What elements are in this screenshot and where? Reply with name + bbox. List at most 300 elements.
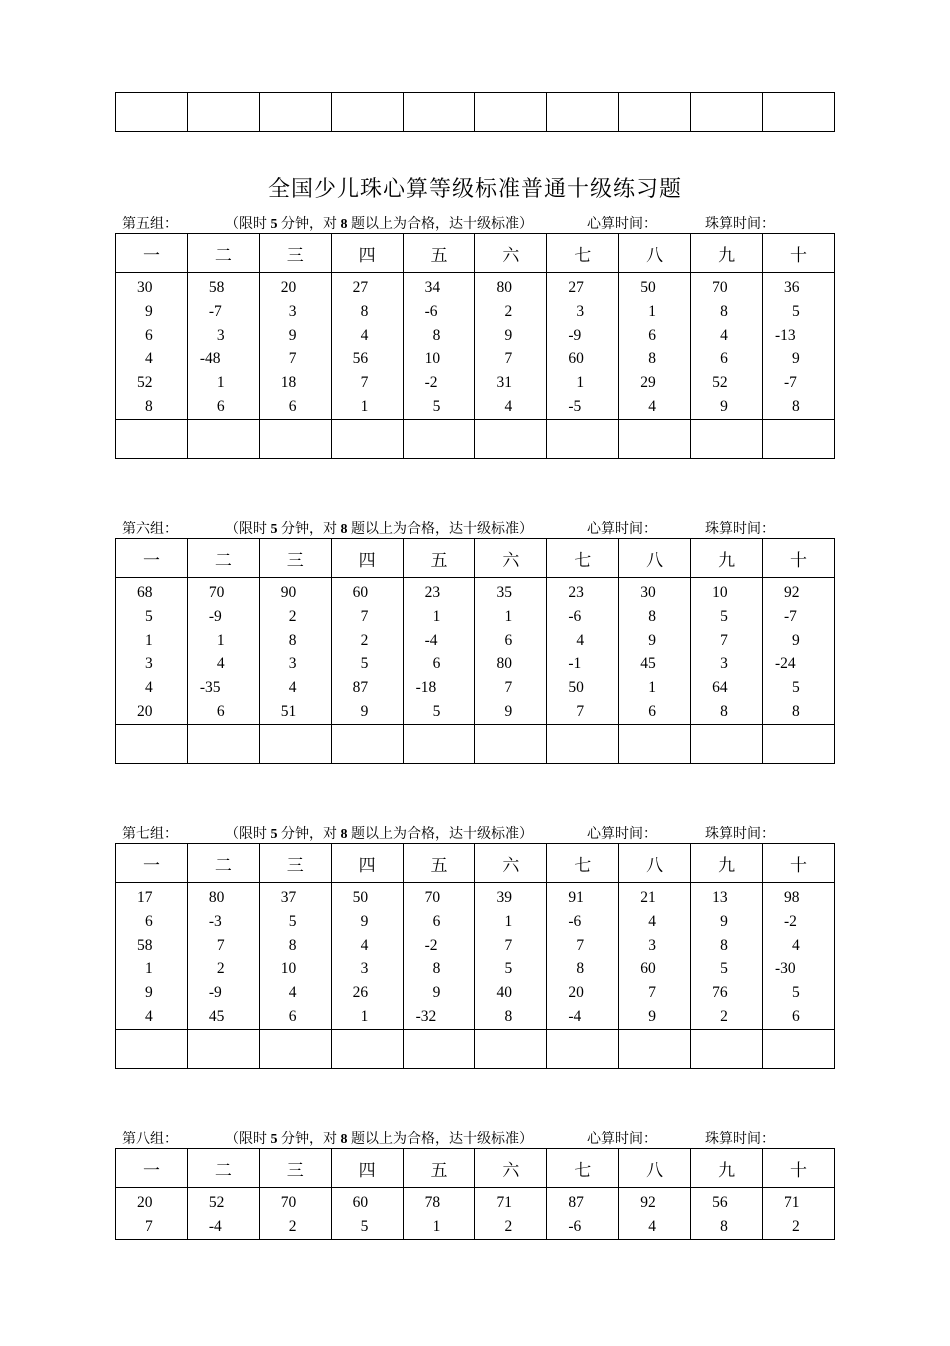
- abacus-time-label: 珠算时间：: [705, 1132, 775, 1147]
- answer-cell[interactable]: [331, 724, 403, 763]
- problem-number: 3: [288, 302, 297, 320]
- answer-cell[interactable]: [475, 419, 547, 458]
- number-list: [547, 578, 618, 724]
- problem-number: 30: [640, 584, 656, 601]
- problem-number: 50: [640, 279, 656, 296]
- problem-number: -5: [568, 397, 582, 415]
- problem-number: 3: [288, 655, 297, 673]
- column-header: 七: [547, 234, 619, 273]
- problem-number: -6: [568, 607, 582, 625]
- problem-number: -7: [784, 607, 797, 625]
- answer-cell[interactable]: [259, 1029, 331, 1068]
- problem-column: [331, 883, 403, 1030]
- problem-number: 27: [568, 279, 584, 296]
- problem-number: 5: [792, 984, 800, 1002]
- answer-cell[interactable]: [619, 93, 691, 132]
- problem-number: 39: [496, 889, 512, 906]
- answer-cell[interactable]: [259, 93, 331, 132]
- problem-number: 10: [424, 350, 441, 368]
- column-header: 十: [763, 234, 835, 273]
- problem-number: 3: [648, 936, 656, 954]
- problem-number: 8: [432, 960, 441, 978]
- problem-number: 80: [208, 889, 225, 906]
- problem-number: 1: [145, 960, 153, 978]
- problem-number: 40: [496, 984, 512, 1002]
- number-list: [763, 1188, 834, 1239]
- problem-number: -32: [415, 1007, 437, 1025]
- problem-number: 45: [640, 655, 656, 673]
- problem-number: 87: [352, 679, 369, 697]
- problem-number: 8: [720, 936, 728, 954]
- column-header-row: [116, 844, 835, 883]
- number-list: [404, 578, 475, 724]
- problem-number: 2: [720, 1007, 728, 1025]
- column-header-row: [116, 1149, 835, 1188]
- answer-cell[interactable]: [475, 93, 547, 132]
- problem-number: 58: [137, 936, 153, 954]
- number-list: [763, 273, 834, 419]
- problem-number: 23: [424, 584, 441, 601]
- problem-number: 1: [360, 397, 369, 415]
- exercise-table: [115, 843, 835, 1069]
- problem-number: 7: [720, 631, 728, 649]
- answer-cell[interactable]: [116, 93, 188, 132]
- abacus-time-label: 珠算时间：: [705, 827, 775, 842]
- number-list: [188, 273, 259, 419]
- problem-number: -24: [775, 655, 796, 673]
- answer-cell[interactable]: [619, 724, 691, 763]
- problem-number: 6: [792, 1007, 800, 1025]
- number-list: [332, 883, 403, 1029]
- column-header-row: [116, 234, 835, 273]
- problem-column: [331, 273, 403, 420]
- problem-number: 70: [208, 584, 225, 601]
- problem-number: 68: [137, 584, 153, 601]
- rule-minutes: 5: [270, 522, 278, 537]
- problem-column: [403, 273, 475, 420]
- problem-column: [259, 1188, 331, 1240]
- answer-cell[interactable]: [547, 93, 619, 132]
- answer-cell[interactable]: [331, 93, 403, 132]
- problem-number: 9: [145, 984, 153, 1002]
- rule-count: 8: [340, 217, 348, 232]
- column-header: 六: [475, 844, 547, 883]
- rule-middle: 分钟，对: [277, 1132, 341, 1147]
- problem-number: 5: [720, 607, 728, 625]
- problem-number: 80: [496, 279, 512, 296]
- number-list: [619, 273, 690, 419]
- problem-number: 70: [712, 279, 728, 296]
- problem-number: 9: [648, 1007, 656, 1025]
- column-header: 十: [763, 1149, 835, 1188]
- number-list: [260, 1188, 331, 1239]
- problem-column: [475, 578, 547, 725]
- number-list: [475, 1188, 546, 1239]
- problem-number: 1: [360, 1007, 369, 1025]
- problem-row: [116, 273, 835, 420]
- answer-cell[interactable]: [547, 724, 619, 763]
- rule-minutes: 5: [270, 1132, 278, 1147]
- problem-number: 90: [280, 584, 297, 601]
- problem-number: 6: [504, 631, 513, 649]
- problem-column: [187, 883, 259, 1030]
- problem-number: 4: [504, 397, 513, 415]
- problem-number: 4: [288, 679, 297, 697]
- problem-number: 4: [648, 912, 656, 930]
- problem-number: 17: [137, 889, 153, 906]
- problem-column: [403, 1188, 475, 1240]
- answer-cell[interactable]: [475, 724, 547, 763]
- problem-number: 4: [145, 679, 153, 697]
- problem-number: 7: [576, 936, 585, 954]
- problem-number: 20: [137, 702, 153, 720]
- problem-column: [187, 578, 259, 725]
- column-header: 五: [403, 234, 475, 273]
- problem-number: 45: [208, 1007, 225, 1025]
- problem-number: 51: [280, 702, 297, 720]
- problem-number: 1: [145, 631, 153, 649]
- column-header: 九: [691, 844, 763, 883]
- column-header: 九: [691, 1149, 763, 1188]
- column-header: 三: [259, 234, 331, 273]
- problem-number: 9: [360, 702, 369, 720]
- problem-number: 35: [496, 584, 512, 601]
- problem-number: 2: [792, 1217, 800, 1235]
- problem-number: 58: [208, 279, 225, 296]
- problem-number: 8: [360, 302, 369, 320]
- column-header: 七: [547, 539, 619, 578]
- problem-number: 60: [352, 1194, 369, 1211]
- problem-row: [116, 578, 835, 725]
- number-list: [116, 1188, 187, 1239]
- column-header: 十: [763, 539, 835, 578]
- problem-number: 76: [712, 984, 728, 1002]
- problem-number: 5: [504, 960, 513, 978]
- number-list: [404, 1188, 475, 1239]
- column-header: 三: [259, 844, 331, 883]
- rule-count: 8: [340, 1132, 348, 1147]
- problem-number: 6: [432, 655, 441, 673]
- problem-number: -4: [208, 1217, 222, 1235]
- problem-number: 2: [288, 1217, 297, 1235]
- problem-number: -3: [208, 912, 222, 930]
- number-list: [691, 578, 762, 724]
- column-header: 二: [187, 234, 259, 273]
- problem-column: [619, 1188, 691, 1240]
- column-header: 七: [547, 844, 619, 883]
- group-name: 第五组：: [122, 217, 178, 232]
- problem-column: [547, 1188, 619, 1240]
- problem-column: [475, 273, 547, 420]
- problem-number: 50: [568, 679, 584, 697]
- problem-number: -1: [568, 655, 582, 673]
- number-list: [547, 273, 618, 419]
- problem-column: [259, 883, 331, 1030]
- problem-row: [116, 1188, 835, 1240]
- problem-number: 1: [648, 679, 656, 697]
- rule-minutes: 5: [270, 827, 278, 842]
- abacus-time-label: 珠算时间：: [705, 522, 775, 537]
- problem-number: 8: [720, 702, 728, 720]
- problem-column: [763, 883, 835, 1030]
- problem-number: 7: [504, 679, 513, 697]
- problem-number: 8: [648, 350, 656, 368]
- time-limit-rule: [225, 823, 533, 843]
- problem-number: 52: [712, 374, 728, 392]
- answer-cell[interactable]: [691, 93, 763, 132]
- number-list: [619, 883, 690, 1029]
- mental-time-label: 心算时间：: [587, 827, 657, 842]
- answer-cell[interactable]: [403, 724, 475, 763]
- rule-minutes: 5: [270, 217, 278, 232]
- problem-number: -13: [775, 326, 796, 344]
- number-list: [188, 883, 259, 1029]
- number-list: [260, 883, 331, 1029]
- column-header: 七: [547, 1149, 619, 1188]
- column-header: 八: [619, 539, 691, 578]
- problem-number: 6: [720, 350, 728, 368]
- problem-number: 7: [216, 936, 225, 954]
- problem-number: -35: [199, 679, 221, 697]
- column-header: 八: [619, 844, 691, 883]
- problem-number: 29: [640, 374, 656, 392]
- problem-number: 1: [216, 631, 225, 649]
- problem-number: 34: [424, 279, 441, 296]
- problem-number: 3: [720, 655, 728, 673]
- problem-number: -48: [199, 350, 221, 368]
- number-list: [763, 578, 834, 724]
- problem-number: 7: [504, 936, 513, 954]
- problem-number: 8: [288, 936, 297, 954]
- problem-number: 56: [712, 1194, 728, 1211]
- problem-column: [619, 578, 691, 725]
- answer-cell[interactable]: [763, 93, 835, 132]
- number-list: [404, 273, 475, 419]
- problem-column: [116, 273, 188, 420]
- problem-number: 9: [288, 326, 297, 344]
- problem-number: 1: [432, 1217, 441, 1235]
- problem-number: 8: [792, 702, 800, 720]
- problem-number: 3: [145, 655, 153, 673]
- column-header: 五: [403, 1149, 475, 1188]
- column-header: 九: [691, 539, 763, 578]
- problem-number: -6: [568, 912, 582, 930]
- problem-number: 6: [648, 326, 656, 344]
- problem-number: 87: [568, 1194, 584, 1211]
- problem-number: 7: [145, 1217, 153, 1235]
- answer-cell[interactable]: [187, 419, 259, 458]
- problem-number: -6: [568, 1217, 582, 1235]
- number-list: [188, 578, 259, 724]
- problem-column: [331, 1188, 403, 1240]
- answer-cell[interactable]: [187, 93, 259, 132]
- column-header: 三: [259, 539, 331, 578]
- problem-number: 3: [216, 326, 225, 344]
- group-name: 第六组：: [122, 522, 178, 537]
- problem-number: 8: [288, 631, 297, 649]
- answer-cell[interactable]: [403, 93, 475, 132]
- number-list: [116, 273, 187, 419]
- answer-cell[interactable]: [763, 419, 835, 458]
- problem-number: -2: [784, 912, 797, 930]
- number-list: [116, 883, 187, 1029]
- problem-number: 20: [280, 279, 297, 296]
- problem-column: [547, 578, 619, 725]
- number-list: [691, 273, 762, 419]
- problem-number: 10: [280, 960, 297, 978]
- answer-cell[interactable]: [763, 724, 835, 763]
- problem-number: 60: [640, 960, 656, 978]
- problem-column: [403, 578, 475, 725]
- problem-column: [763, 1188, 835, 1240]
- rule-prefix: （限时: [225, 1132, 271, 1147]
- problem-number: 9: [720, 397, 728, 415]
- problem-column: [475, 1188, 547, 1240]
- answer-cell[interactable]: [331, 419, 403, 458]
- problem-number: 6: [288, 397, 297, 415]
- problem-number: 20: [137, 1194, 153, 1211]
- problem-number: 52: [137, 374, 153, 392]
- problem-number: -18: [415, 679, 437, 697]
- answer-cell[interactable]: [116, 724, 188, 763]
- problem-column: [691, 273, 763, 420]
- answer-cell[interactable]: [691, 419, 763, 458]
- number-list: [547, 883, 618, 1029]
- problem-number: 1: [648, 302, 656, 320]
- number-list: [475, 578, 546, 724]
- answer-cell[interactable]: [116, 1029, 188, 1068]
- problem-column: [547, 883, 619, 1030]
- problem-number: 1: [504, 607, 513, 625]
- problem-number: 92: [640, 1194, 656, 1211]
- mental-time-label: 心算时间：: [587, 522, 657, 537]
- mental-time-label: 心算时间：: [587, 1132, 657, 1147]
- answer-cell[interactable]: [259, 724, 331, 763]
- problem-number: 78: [424, 1194, 441, 1211]
- number-list: [619, 578, 690, 724]
- column-header: 一: [116, 844, 188, 883]
- answer-cell[interactable]: [187, 724, 259, 763]
- answer-cell[interactable]: [475, 1029, 547, 1068]
- column-header: 三: [259, 1149, 331, 1188]
- answer-cell[interactable]: [763, 1029, 835, 1068]
- problem-number: 5: [360, 655, 369, 673]
- column-header: 八: [619, 1149, 691, 1188]
- column-header: 四: [331, 1149, 403, 1188]
- problem-column: [116, 883, 188, 1030]
- problem-number: 5: [145, 607, 153, 625]
- answer-cell[interactable]: [619, 1029, 691, 1068]
- problem-number: 60: [352, 584, 369, 601]
- problem-number: -30: [775, 960, 796, 978]
- problem-number: 1: [576, 374, 585, 392]
- problem-number: 52: [208, 1194, 225, 1211]
- problem-number: 7: [360, 607, 369, 625]
- number-list: [691, 1188, 762, 1239]
- number-list: [260, 578, 331, 724]
- number-list: [332, 273, 403, 419]
- problem-number: 9: [792, 631, 800, 649]
- problem-column: [763, 273, 835, 420]
- problem-column: [475, 883, 547, 1030]
- answer-cell[interactable]: [187, 1029, 259, 1068]
- number-list: [547, 1188, 618, 1239]
- column-header: 二: [187, 1149, 259, 1188]
- problem-number: 5: [432, 397, 441, 415]
- problem-number: 2: [360, 631, 369, 649]
- problem-number: 3: [576, 302, 585, 320]
- column-header: 五: [403, 539, 475, 578]
- problem-number: 10: [712, 584, 728, 601]
- problem-number: 71: [784, 1194, 800, 1211]
- problem-number: 4: [576, 631, 585, 649]
- problem-number: 9: [504, 702, 513, 720]
- problem-column: [259, 578, 331, 725]
- problem-number: 7: [576, 702, 585, 720]
- problem-number: 9: [648, 631, 656, 649]
- answer-cell[interactable]: [259, 419, 331, 458]
- problem-column: [691, 883, 763, 1030]
- problem-number: 6: [145, 326, 153, 344]
- rule-prefix: （限时: [225, 827, 271, 842]
- problem-number: 7: [360, 374, 369, 392]
- problem-number: 4: [720, 326, 728, 344]
- problem-number: 9: [360, 912, 369, 930]
- problem-column: [116, 578, 188, 725]
- problem-number: 71: [496, 1194, 512, 1211]
- problem-number: 1: [504, 912, 513, 930]
- column-header: 五: [403, 844, 475, 883]
- mental-time-label: 心算时间：: [587, 217, 657, 232]
- answer-cell[interactable]: [116, 419, 188, 458]
- column-header: 四: [331, 844, 403, 883]
- answer-cell[interactable]: [403, 419, 475, 458]
- problem-number: 8: [648, 607, 656, 625]
- exercise-table: [115, 1148, 835, 1240]
- problem-number: -9: [568, 326, 582, 344]
- answer-cell[interactable]: [331, 1029, 403, 1068]
- problem-number: 5: [288, 912, 297, 930]
- problem-number: -4: [424, 631, 438, 649]
- problem-number: 2: [504, 302, 513, 320]
- problem-number: 27: [352, 279, 369, 296]
- problem-number: 31: [496, 374, 512, 392]
- column-header: 六: [475, 1149, 547, 1188]
- problem-number: 13: [712, 889, 728, 906]
- column-header: 四: [331, 234, 403, 273]
- problem-number: 91: [568, 889, 584, 906]
- time-limit-rule: [225, 213, 533, 233]
- answer-row: [116, 419, 835, 458]
- answer-cell[interactable]: [403, 1029, 475, 1068]
- answer-cell[interactable]: [691, 724, 763, 763]
- rule-suffix: 题以上为合格，达十级标准）: [347, 827, 533, 842]
- problem-number: -6: [424, 302, 438, 320]
- answer-cell[interactable]: [547, 1029, 619, 1068]
- answer-cell[interactable]: [691, 1029, 763, 1068]
- problem-column: [763, 578, 835, 725]
- page-title: 全国少儿珠心算等级标准普通十级练习题: [267, 176, 682, 201]
- problem-number: 4: [145, 350, 153, 368]
- answer-cell[interactable]: [547, 419, 619, 458]
- problem-column: [547, 273, 619, 420]
- problem-number: 64: [712, 679, 728, 697]
- problem-number: 4: [360, 326, 369, 344]
- number-list: [116, 578, 187, 724]
- answer-cell[interactable]: [619, 419, 691, 458]
- problem-column: [116, 1188, 188, 1240]
- problem-number: 4: [145, 1007, 153, 1025]
